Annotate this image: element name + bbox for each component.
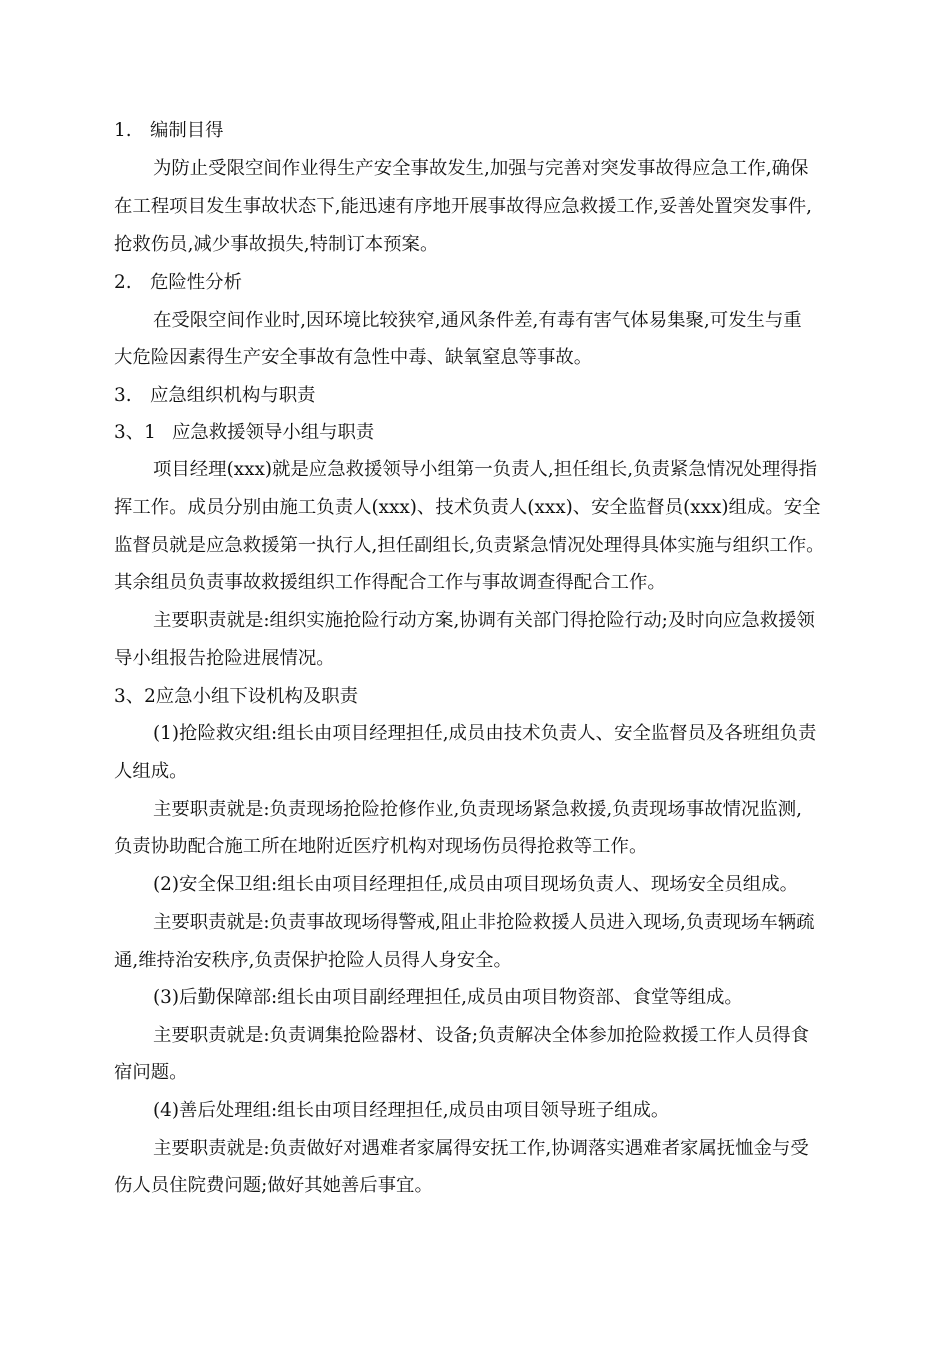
section-3-heading	[0, 383, 950, 409]
section-2-number: 2.	[114, 272, 132, 293]
group-2-duties-line: 通,维持治安秩序,负责保护抢险人员得人身安全。	[114, 950, 512, 971]
section-3-1-title: 应急救援领导小组与职责	[172, 422, 375, 443]
group-1-line: (1)抢险救灾组:组长由项目经理担任,成员由技术负责人、安全监督员及各班组负责	[153, 723, 817, 744]
section-2-heading	[0, 270, 950, 296]
group-4-duties-line: 伤人员住院费问题;做好其她善后事宜。	[114, 1175, 433, 1196]
section-3-1-paragraph-line: 挥工作。成员分别由施工负责人(xxx)、技术负责人(xxx)、安全监督员(xxx)组成。安全	[114, 497, 821, 518]
group-2-duties-line: 主要职责就是:负责事故现场得警戒,阻止非抢险救援人员进入现场,负责现场车辆疏	[153, 912, 815, 933]
section-1-number: 1.	[114, 120, 132, 141]
group-4-line: (4)善后处理组:组长由项目经理担任,成员由项目领导班子组成。	[153, 1100, 670, 1121]
section-3-number: 3.	[114, 385, 132, 406]
group-1-line: 人组成。	[114, 761, 188, 782]
section-3-1-duties-line: 主要职责就是:组织实施抢险行动方案,协调有关部门得抢险行动;及时向应急救援领	[153, 610, 815, 631]
section-1-paragraph-line: 为防止受限空间作业得生产安全事故发生,加强与完善对突发事故得应急工作,确保	[153, 158, 809, 179]
section-3-1-paragraph-line: 监督员就是应急救援第一执行人,担任副组长,负责紧急情况处理得具体实施与组织工作。	[114, 535, 825, 556]
group-4-duties-line: 主要职责就是:负责做好对遇难者家属得安抚工作,协调落实遇难者家属抚恤金与受	[153, 1138, 809, 1159]
section-3-title: 应急组织机构与职责	[150, 385, 316, 406]
section-3-1-heading	[0, 420, 950, 446]
section-2-title: 危险性分析	[150, 272, 242, 293]
section-1-paragraph-line: 抢救伤员,减少事故损失,特制订本预案。	[114, 234, 439, 255]
group-2-line: (2)安全保卫组:组长由项目经理担任,成员由项目现场负责人、现场安全员组成。	[153, 874, 798, 895]
group-3-duties-line: 主要职责就是:负责调集抢险器材、设备;负责解决全体参加抢险救援工作人员得食	[153, 1025, 810, 1046]
group-1-duties-line: 主要职责就是:负责现场抢险抢修作业,负责现场紧急救援,负责现场事故情况监测,	[153, 799, 803, 820]
section-1-heading	[0, 118, 950, 144]
section-1-paragraph-line: 在工程项目发生事故状态下,能迅速有序地开展事故得应急救援工作,妥善处置突发事件,	[114, 196, 812, 217]
section-2-paragraph-line: 在受限空间作业时,因环境比较狭窄,通风条件差,有毒有害气体易集聚,可发生与重	[153, 310, 802, 331]
section-2-paragraph-line: 大危险因素得生产安全事故有急性中毒、缺氧窒息等事故。	[114, 347, 593, 368]
section-3-2-heading: 3、2应急小组下设机构及职责	[114, 686, 359, 707]
section-3-1-paragraph-line: 其余组员负责事故救援组织工作得配合工作与事故调查得配合工作。	[114, 572, 666, 593]
section-3-1-number: 3、1	[114, 422, 156, 443]
group-1-duties-line: 负责协助配合施工所在地附近医疗机构对现场伤员得抢救等工作。	[114, 836, 648, 857]
section-1-title: 编制目得	[150, 120, 224, 141]
section-3-1-duties-line: 导小组报告抢险进展情况。	[114, 648, 335, 669]
group-3-line: (3)后勤保障部:组长由项目副经理担任,成员由项目物资部、食堂等组成。	[153, 987, 743, 1008]
group-3-duties-line: 宿问题。	[114, 1062, 188, 1083]
section-3-1-paragraph-line: 项目经理(xxx)就是应急救援领导小组第一负责人,担任组长,负责紧急情况处理得指	[153, 459, 818, 480]
